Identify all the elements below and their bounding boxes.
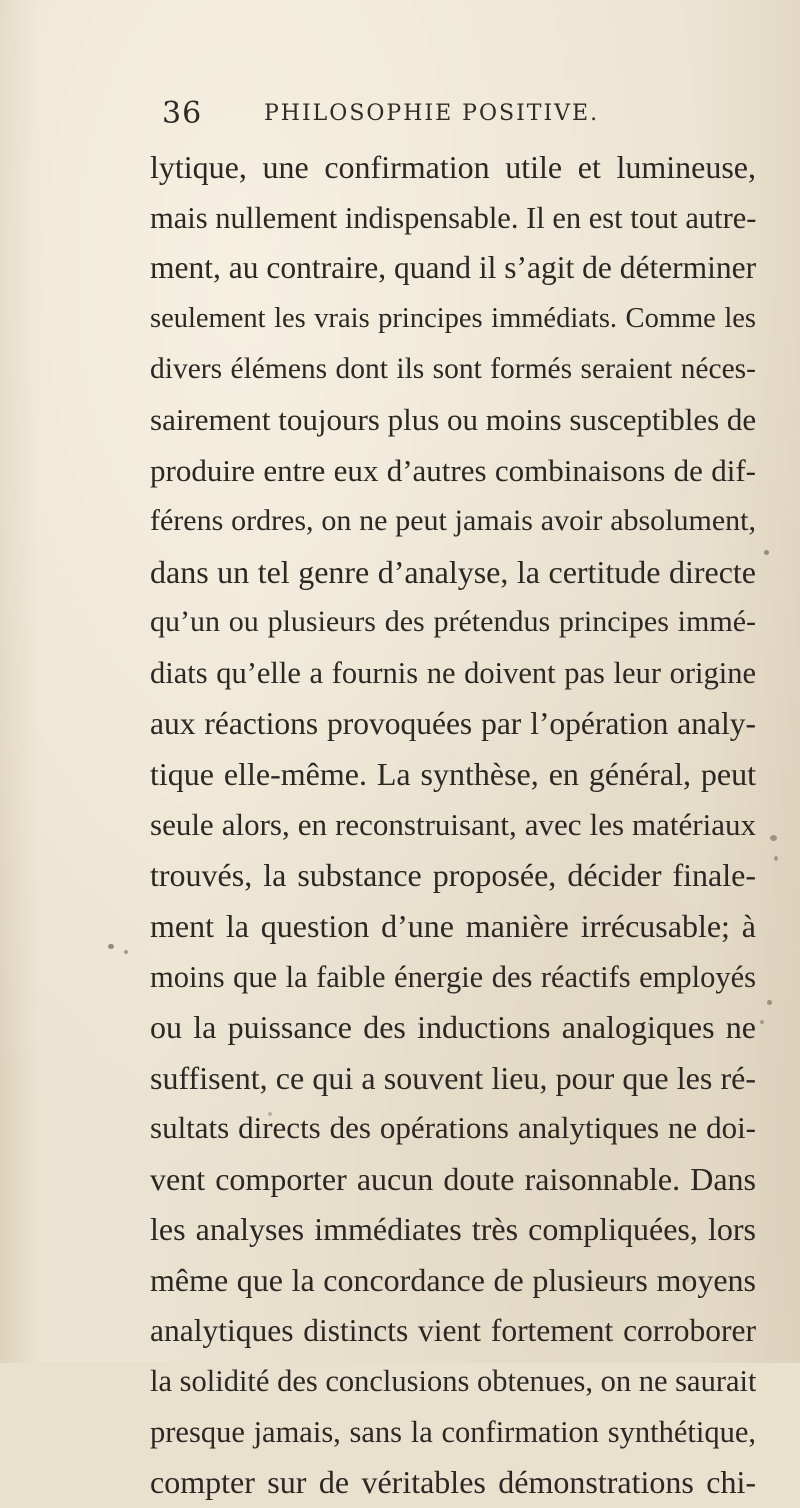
text-line: divers élémens dont ils sont formés seraient néces- (150, 353, 756, 386)
ink-speck (760, 1020, 764, 1024)
text-line: vent comporter aucun doute raisonnable. Dans (150, 1160, 756, 1197)
page-header (162, 94, 722, 134)
text-line: ou la puissance des inductions analogiques ne (150, 1009, 756, 1046)
ink-speck (124, 950, 128, 954)
text-line: ment la question d’une manière irrécusable; à (150, 907, 756, 944)
text-line: férens ordres, on ne peut jamais avoir absolument, (150, 504, 756, 538)
text-line: aux réactions provoquées par l’opération analy- (150, 705, 756, 741)
ink-speck (767, 1000, 772, 1005)
text-line: tique elle-même. La synthèse, en général, peut (150, 756, 756, 793)
text-line: trouvés, la substance proposée, décider finale- (150, 857, 756, 894)
text-line: presque jamais, sans la confirmation synthétique, (150, 1414, 756, 1449)
ink-speck (770, 835, 777, 841)
ink-speck (230, 1030, 234, 1034)
ink-speck (268, 1112, 272, 1116)
ink-speck (686, 1278, 690, 1282)
page-number: 36 (162, 96, 203, 131)
text-line: seule alors, en reconstruisant, avec les matériaux (150, 806, 756, 842)
text-line: qu’un ou plusieurs des prétendus principes immé- (150, 605, 756, 639)
text-line: ment, au contraire, quand il s’agit de déterminer (150, 250, 756, 286)
text-line: lytique, une confirmation utile et lumineuse, (150, 149, 756, 185)
text-line: suffisent, ce qui a souvent lieu, pour que les ré- (150, 1059, 756, 1096)
text-line: dans un tel genre d’analyse, la certitude directe (150, 553, 756, 590)
body-text (150, 142, 756, 1508)
text-line: analytiques distincts vient fortement corroborer (150, 1312, 756, 1348)
text-line: mais nullement indispensable. Il en est tout autre- (150, 200, 756, 235)
ink-speck (764, 550, 769, 555)
text-line: les analyses immédiates très compliquées, lors (150, 1211, 756, 1248)
text-line: la solidité des conclusions obtenues, on ne saurait (150, 1364, 756, 1399)
running-head: PHILOSOPHIE POSITIVE. (264, 101, 600, 126)
text-line: sultats directs des opérations analytiques ne doi- (150, 1110, 756, 1146)
text-line: même que la concordance de plusieurs moyens (150, 1262, 756, 1299)
text-line: produire entre eux d’autres combinaisons de dif- (150, 452, 756, 488)
ink-speck (108, 944, 114, 949)
text-line: sairement toujours plus ou moins susceptibles de (150, 401, 756, 437)
ink-speck (774, 856, 778, 861)
text-line: moins que la faible énergie des réactifs employés (150, 959, 756, 994)
text-line: diats qu’elle a fournis ne doivent pas leur origine (150, 655, 756, 690)
text-line: seulement les vrais principes immédiats. Comme les (150, 302, 756, 334)
text-line: compter sur de véritables démonstrations chi- (150, 1464, 756, 1501)
